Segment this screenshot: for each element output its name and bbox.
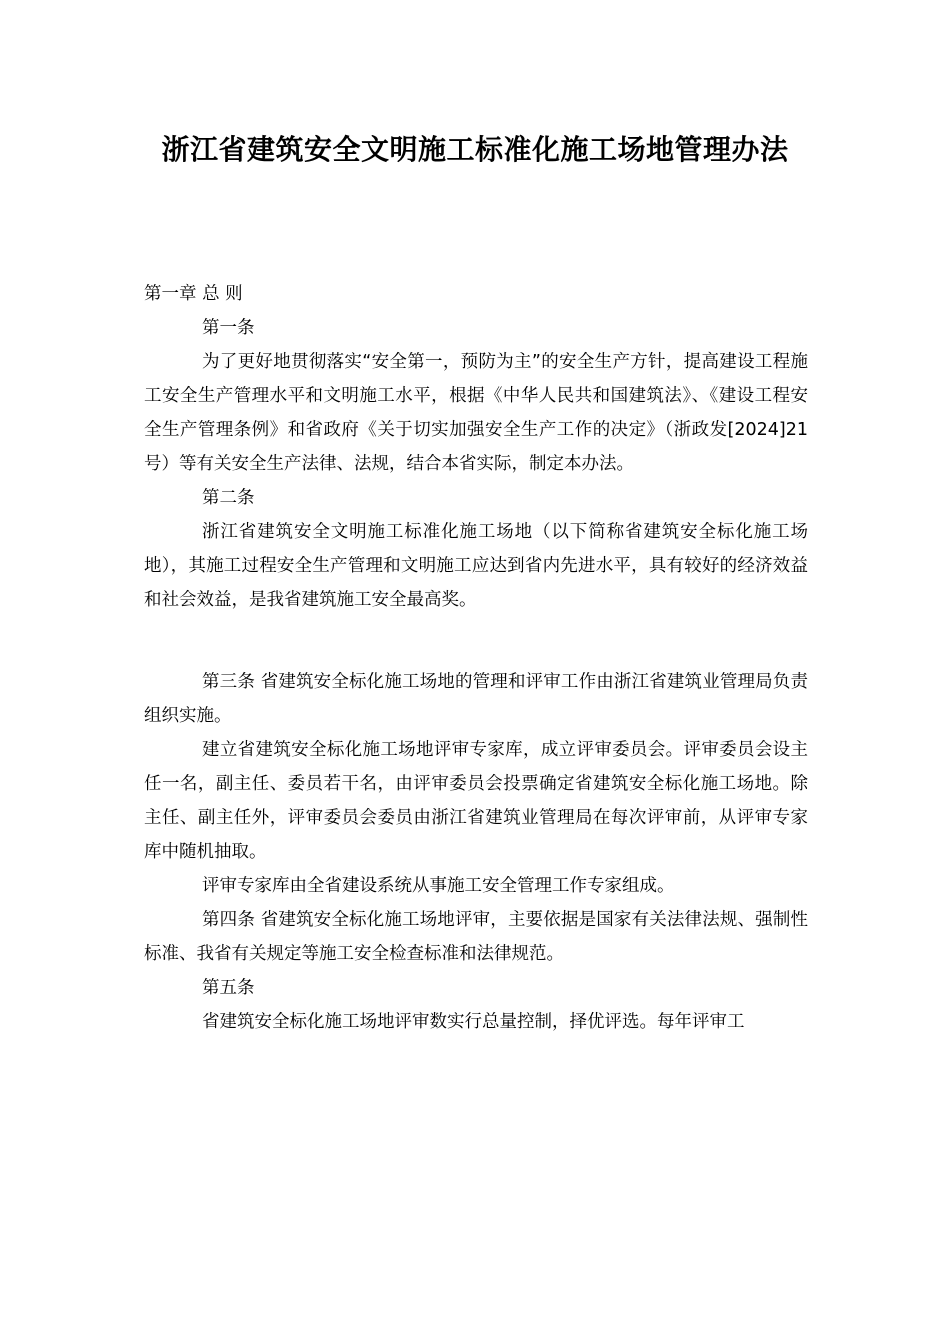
article-2-text: 浙江省建筑安全文明施工标准化施工场地（以下简称省建筑安全标化施工场地），其施工过程安全生产管理和文明施工应达到省内先进水平，具有较好的经济效益和社会效益，是我省建筑施工安全最高奖。 (144, 522, 808, 610)
article-5-heading: 第五条 (202, 978, 255, 998)
document-body (144, 277, 808, 1039)
article-3-paragraph-3: 评审专家库由全省建设系统从事施工安全管理工作专家组成。 (202, 876, 675, 896)
article-1-text: 为了更好地贯彻落实“安全第一，预防为主”的安全生产方针，提高建设工程施工安全生产管理水平和文明施工水平，根据《中华人民共和国建筑法》、《建设工程安全生产管理条例》和省政府《关于切实加强安全生产工作的决定》（浙政发[2024]21号）等有关安全生产法律、法规，结合本省实际，制定本办法。 (144, 352, 808, 474)
article-1-heading: 第一条 (202, 318, 255, 338)
page-title: 浙江省建筑安全文明施工标准化施工场地管理办法 (161, 133, 789, 166)
article-3-paragraph-2: 建立省建筑安全标化施工场地评审专家库，成立评审委员会。评审委员会设主任一名，副主任、委员若干名，由评审委员会投票确定省建筑安全标化施工场地。除主任、副主任外，评审委员会委员由浙江省建筑业管理局在每次评审前，从评审专家库中随机抽取。 (144, 740, 808, 862)
article-4-text: 第四条 省建筑安全标化施工场地评审，主要依据是国家有关法律法规、强制性标准、我省有关规定等施工安全检查标准和法律规范。 (144, 910, 808, 964)
spacer (144, 617, 808, 665)
article-3-text: 第三条 省建筑安全标化施工场地的管理和评审工作由浙江省建筑业管理局负责组织实施。 (144, 672, 808, 726)
article-5-text: 省建筑安全标化施工场地评审数实行总量控制，择优评选。每年评审工 (202, 1012, 745, 1032)
chapter-heading: 第一章 总 则 (144, 284, 243, 304)
article-2-heading: 第二条 (202, 488, 255, 508)
